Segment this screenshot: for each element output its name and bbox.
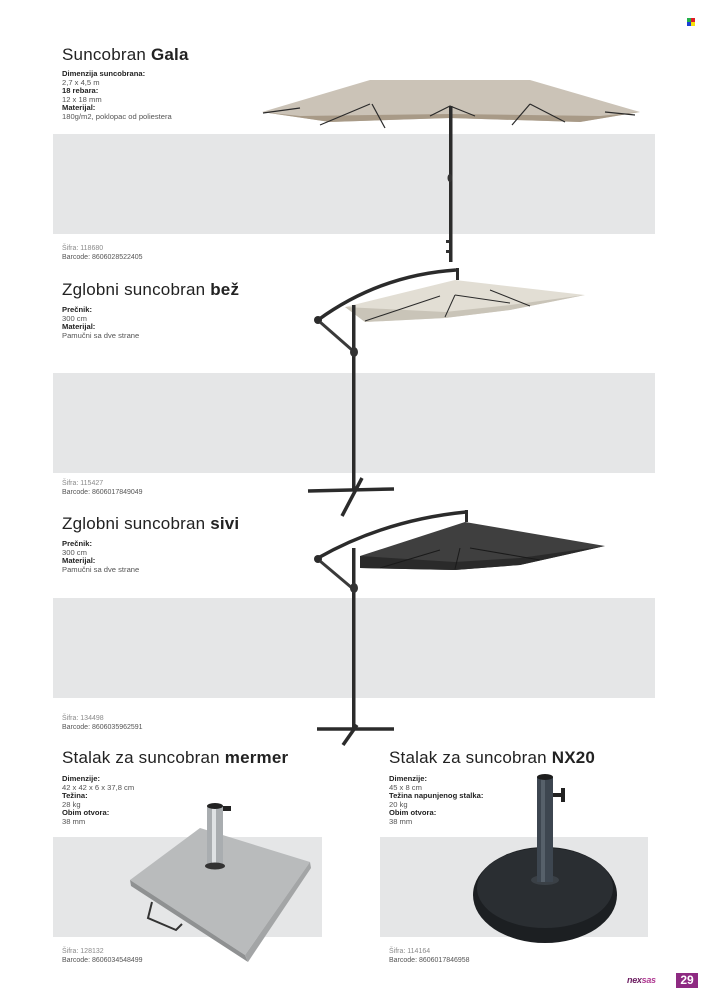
product-specs: Dimenzije: 42 x 42 x 6 x 37,8 cm Težina: 28 kg Obim otvora: 38 mm bbox=[62, 774, 135, 826]
product-title: Stalak za suncobran mermer bbox=[62, 748, 289, 767]
page-number-badge: 29 bbox=[676, 973, 698, 988]
product-title: Suncobran Gala bbox=[62, 45, 189, 64]
nexsas-logo: nexsas bbox=[627, 975, 656, 985]
product-codes: Šifra: 134498 Barcode: 8606035962591 bbox=[62, 715, 143, 731]
product-specs: Prečnik: 300 cm Materijal: Pamučni sa dve strane bbox=[62, 305, 140, 340]
product-codes: Šifra: 128132 Barcode: 8606034548499 bbox=[62, 948, 143, 964]
product-title: Zglobni suncobran sivi bbox=[62, 514, 240, 533]
product-specs: Prečnik: 300 cm Materijal: Pamučni sa dve strane bbox=[62, 539, 140, 574]
product-codes: Šifra: 115427 Barcode: 8606017849049 bbox=[62, 480, 143, 496]
product-title: Stalak za suncobran NX20 bbox=[389, 748, 596, 767]
product-specs: Dimenzija suncobrana: 2,7 x 4,5 m 18 rebara: 12 x 18 mm Materijal: 180g/m2, poklopac od poliestera bbox=[62, 69, 172, 121]
product-codes: Šifra: 114164 Barcode: 8606017846958 bbox=[389, 948, 470, 964]
product-codes: Šifra: 118680 Barcode: 8606028522405 bbox=[62, 245, 143, 261]
product-title: Zglobni suncobran bež bbox=[62, 280, 240, 299]
product-specs: Dimenzije: 45 x 8 cm Težina napunjenog stalka: 20 kg Obim otvora: 38 mm bbox=[389, 774, 484, 826]
